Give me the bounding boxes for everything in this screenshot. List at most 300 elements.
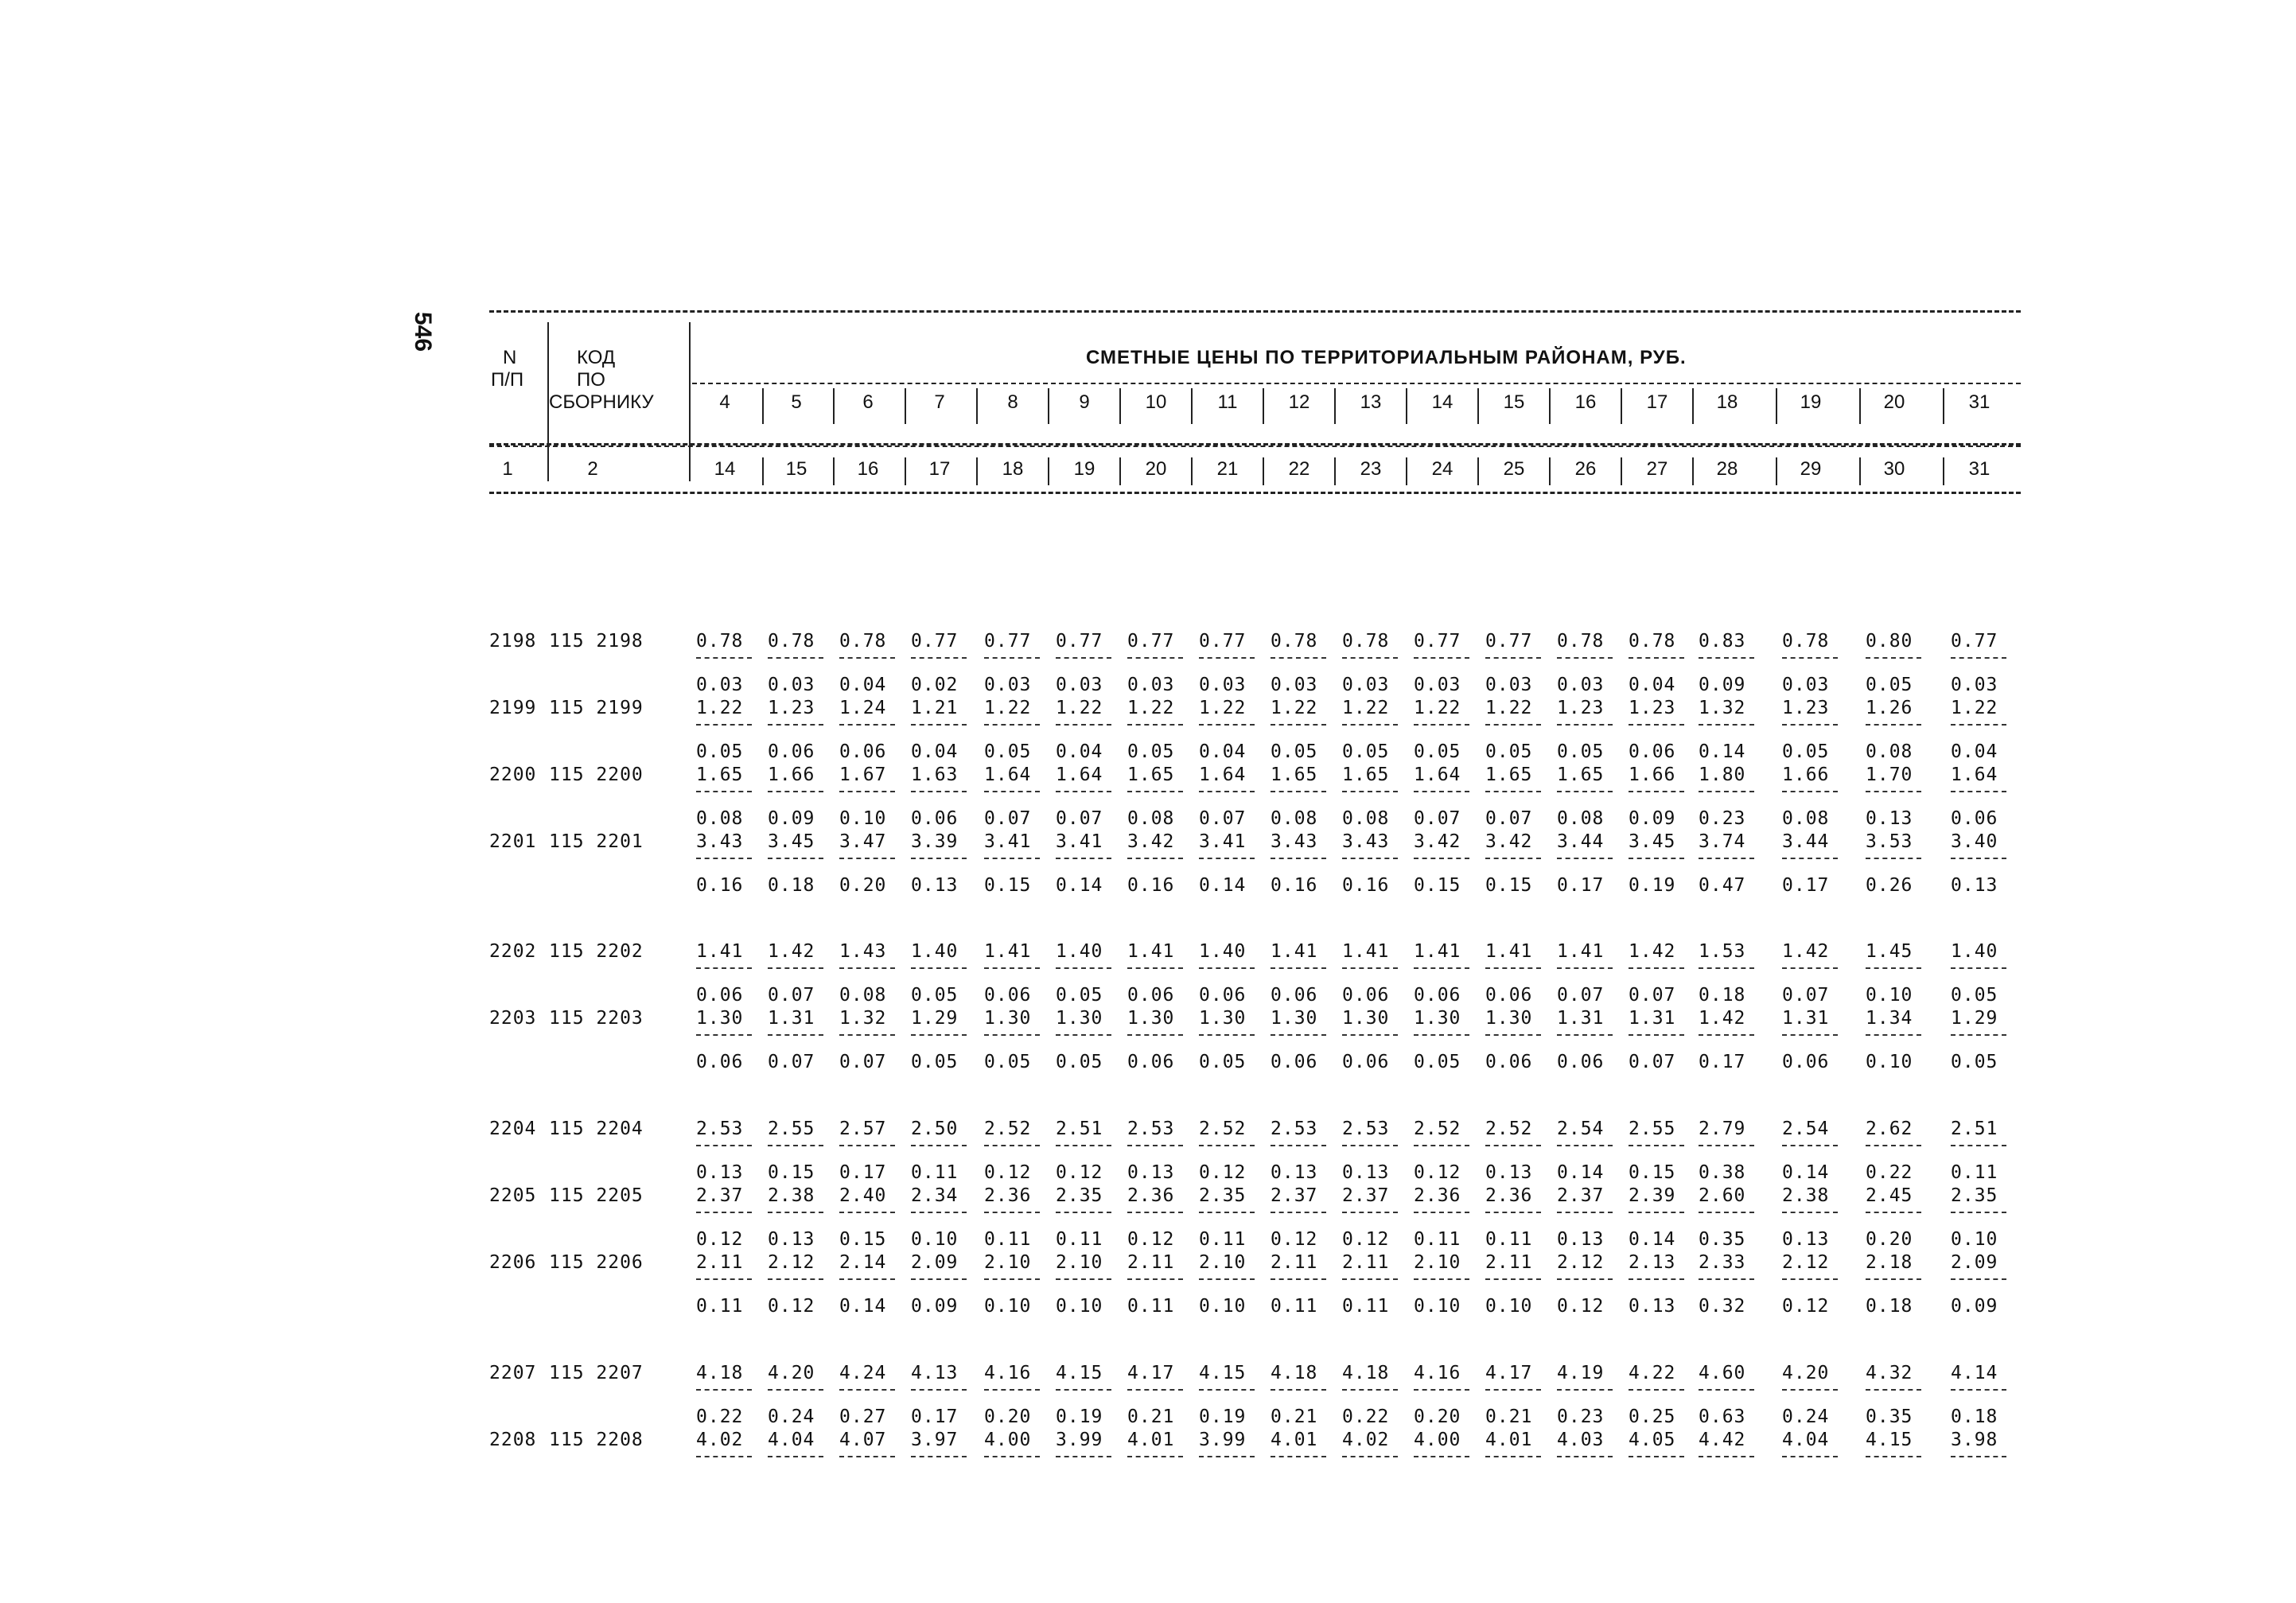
price-total: 1.41 (1485, 941, 1533, 962)
fraction-bar (1342, 967, 1398, 969)
column-divider (1334, 388, 1336, 424)
price-total: 1.29 (1951, 1008, 1998, 1029)
price-total: 2.11 (1485, 1252, 1533, 1273)
price-total: 2.14 (839, 1252, 887, 1273)
price-total: 3.44 (1782, 831, 1830, 852)
price-wage: 0.05 (1485, 741, 1533, 762)
price-wage: 0.11 (1342, 1296, 1390, 1317)
fraction-bar (839, 1456, 895, 1457)
fraction-bar (768, 657, 823, 659)
header-district: 7 (934, 391, 945, 413)
price-wage: 0.07 (1485, 808, 1533, 829)
price-total: 1.66 (1782, 765, 1830, 785)
column-divider (762, 457, 764, 485)
column-divider (1692, 388, 1694, 424)
price-wage: 0.03 (1342, 675, 1390, 695)
fraction-bar (1271, 1034, 1326, 1036)
price-wage: 0.08 (696, 808, 744, 829)
price-total: 3.47 (839, 831, 887, 852)
column-divider (1621, 457, 1622, 485)
price-wage: 0.06 (911, 808, 959, 829)
fraction-bar (1199, 1389, 1255, 1391)
fraction-bar (1342, 1389, 1398, 1391)
price-wage: 0.07 (984, 808, 1032, 829)
fraction-bar (1271, 724, 1326, 726)
price-wage: 0.20 (839, 875, 887, 896)
price-total: 1.64 (1056, 765, 1103, 785)
price-wage: 0.06 (768, 741, 815, 762)
column-divider (1119, 388, 1121, 424)
column-divider (1477, 457, 1479, 485)
price-total: 1.30 (696, 1008, 744, 1029)
fraction-bar (1485, 1034, 1541, 1036)
price-wage: 0.20 (984, 1407, 1032, 1427)
price-total: 4.42 (1699, 1430, 1746, 1450)
price-wage: 0.15 (839, 1229, 887, 1250)
fraction-bar (911, 1034, 967, 1036)
price-total: 2.40 (839, 1185, 887, 1206)
fraction-bar (1271, 1456, 1326, 1457)
price-wage: 0.05 (911, 985, 959, 1006)
price-total: 0.78 (696, 631, 744, 652)
fraction-bar (1485, 1278, 1541, 1280)
price-wage: 0.05 (1866, 675, 1913, 695)
header-district: 14 (1431, 391, 1453, 413)
price-wage: 0.13 (1951, 875, 1998, 896)
price-wage: 0.05 (1056, 1052, 1103, 1072)
price-wage: 0.15 (1629, 1162, 1676, 1183)
column-divider (1549, 388, 1551, 424)
header-group-title: СМЕТНЫЕ ЦЕНЫ ПО ТЕРРИТОРИАЛЬНЫМ РАЙОНАМ, РУБ. (1086, 347, 1687, 368)
fraction-bar (1056, 1212, 1111, 1213)
price-wage: 0.06 (1271, 985, 1318, 1006)
fraction-bar (768, 967, 823, 969)
fraction-bar (1056, 657, 1111, 659)
header-col-number: 28 (1716, 458, 1738, 480)
price-total: 3.42 (1127, 831, 1175, 852)
fraction-bar (1414, 724, 1469, 726)
price-wage: 0.14 (1782, 1162, 1830, 1183)
price-total: 4.18 (696, 1363, 744, 1383)
price-total: 2.10 (984, 1252, 1032, 1273)
price-wage: 0.03 (1414, 675, 1461, 695)
price-total: 2.11 (696, 1252, 744, 1273)
price-total: 0.78 (1342, 631, 1390, 652)
price-wage: 0.07 (1414, 808, 1461, 829)
price-total: 2.37 (1342, 1185, 1390, 1206)
fraction-bar (1342, 1278, 1398, 1280)
price-wage: 0.25 (1629, 1407, 1676, 1427)
fraction-bar (984, 1278, 1040, 1280)
price-wage: 0.03 (1485, 675, 1533, 695)
header-district: 13 (1360, 391, 1382, 413)
price-wage: 0.04 (1056, 741, 1103, 762)
fraction-bar (1782, 791, 1838, 792)
fraction-bar (1485, 657, 1541, 659)
price-total: 2.39 (1629, 1185, 1676, 1206)
column-divider (976, 457, 978, 485)
price-wage: 0.12 (1342, 1229, 1390, 1250)
price-total: 2.09 (1951, 1252, 1998, 1273)
price-total: 0.78 (1271, 631, 1318, 652)
price-total: 0.80 (1866, 631, 1913, 652)
fraction-bar (1557, 1456, 1613, 1457)
column-divider (1119, 457, 1121, 485)
price-total: 1.41 (984, 941, 1032, 962)
fraction-bar (839, 1212, 895, 1213)
price-total: 2.12 (768, 1252, 815, 1273)
price-wage: 0.05 (1951, 1052, 1998, 1072)
price-wage: 0.07 (1199, 808, 1247, 829)
price-total: 1.42 (768, 941, 815, 962)
price-wage: 0.03 (1951, 675, 1998, 695)
price-total: 2.18 (1866, 1252, 1913, 1273)
price-total: 0.78 (1629, 631, 1676, 652)
price-wage: 0.12 (1782, 1296, 1830, 1317)
column-divider (1048, 457, 1049, 485)
price-wage: 0.63 (1699, 1407, 1746, 1427)
price-wage: 0.18 (1951, 1407, 1998, 1427)
fraction-bar (1699, 1212, 1754, 1213)
header-col-number: 26 (1574, 458, 1597, 480)
fraction-bar (1782, 1212, 1838, 1213)
price-total: 4.19 (1557, 1363, 1605, 1383)
header-col-code: КОД (577, 347, 616, 368)
price-wage: 0.21 (1127, 1407, 1175, 1427)
price-total: 4.01 (1127, 1430, 1175, 1450)
fraction-bar (984, 1034, 1040, 1036)
price-wage: 0.16 (1271, 875, 1318, 896)
fraction-bar (1951, 858, 2006, 859)
fraction-bar (1127, 791, 1183, 792)
price-total: 2.35 (1199, 1185, 1247, 1206)
column-divider (1621, 388, 1622, 424)
fraction-bar (911, 967, 967, 969)
fraction-bar (1485, 1389, 1541, 1391)
price-wage: 0.06 (1342, 1052, 1390, 1072)
fraction-bar (1199, 967, 1255, 969)
price-wage: 0.17 (839, 1162, 887, 1183)
price-total: 1.30 (1056, 1008, 1103, 1029)
fraction-bar (1629, 724, 1684, 726)
fraction-bar (984, 657, 1040, 659)
price-wage: 0.05 (1199, 1052, 1247, 1072)
price-wage: 0.24 (1782, 1407, 1830, 1427)
fraction-bar (839, 724, 895, 726)
fraction-bar (1782, 724, 1838, 726)
price-wage: 0.17 (1782, 875, 1830, 896)
price-wage: 0.11 (911, 1162, 959, 1183)
price-total: 0.77 (1414, 631, 1461, 652)
price-wage: 0.23 (1699, 808, 1746, 829)
fraction-bar (1414, 1278, 1469, 1280)
header-rule (489, 492, 2021, 494)
row-number: 2201 (489, 831, 537, 852)
price-wage: 0.13 (1342, 1162, 1390, 1183)
price-wage: 0.15 (768, 1162, 815, 1183)
price-wage: 0.06 (1199, 985, 1247, 1006)
column-divider (833, 388, 835, 424)
fraction-bar (768, 1145, 823, 1146)
header-rule (489, 310, 2021, 313)
header-col-number: 21 (1216, 458, 1239, 480)
fraction-bar (1342, 791, 1398, 792)
fraction-bar (1699, 1278, 1754, 1280)
column-divider (1477, 388, 1479, 424)
price-total: 1.43 (839, 941, 887, 962)
column-divider (1859, 388, 1861, 424)
price-wage: 0.19 (1056, 1407, 1103, 1427)
fraction-bar (1629, 791, 1684, 792)
fraction-bar (1199, 858, 1255, 859)
price-wage: 0.09 (1951, 1296, 1998, 1317)
row-number: 2198 (489, 631, 537, 652)
column-divider (1943, 457, 1944, 485)
fraction-bar (1342, 1034, 1398, 1036)
fraction-bar (1557, 858, 1613, 859)
price-total: 1.42 (1782, 941, 1830, 962)
price-total: 2.62 (1866, 1119, 1913, 1139)
header-col-number: 27 (1646, 458, 1668, 480)
price-total: 2.50 (911, 1119, 959, 1139)
price-total: 1.22 (696, 698, 744, 718)
price-total: 1.29 (911, 1008, 959, 1029)
fraction-bar (1414, 1456, 1469, 1457)
price-wage: 0.08 (1782, 808, 1830, 829)
price-total: 2.11 (1127, 1252, 1175, 1273)
fraction-bar (1271, 967, 1326, 969)
price-total: 1.63 (911, 765, 959, 785)
fraction-bar (1866, 1034, 1921, 1036)
header-col-np: N (503, 347, 517, 368)
price-total: 1.23 (1557, 698, 1605, 718)
price-total: 2.37 (1271, 1185, 1318, 1206)
price-total: 1.65 (1271, 765, 1318, 785)
price-wage: 0.06 (839, 741, 887, 762)
price-total: 2.79 (1699, 1119, 1746, 1139)
price-wage: 0.12 (1199, 1162, 1247, 1183)
price-total: 1.65 (1342, 765, 1390, 785)
fraction-bar (1271, 1278, 1326, 1280)
price-total: 2.10 (1414, 1252, 1461, 1273)
fraction-bar (1414, 967, 1469, 969)
price-total: 1.41 (1557, 941, 1605, 962)
price-wage: 0.14 (1699, 741, 1746, 762)
price-wage: 0.13 (1629, 1296, 1676, 1317)
price-wage: 0.16 (1342, 875, 1390, 896)
price-wage: 0.10 (1414, 1296, 1461, 1317)
fraction-bar (911, 1145, 967, 1146)
price-total: 1.40 (911, 941, 959, 962)
price-wage: 0.03 (984, 675, 1032, 695)
header-col-number: 20 (1145, 458, 1167, 480)
price-wage: 0.05 (1271, 741, 1318, 762)
price-total: 2.37 (696, 1185, 744, 1206)
fraction-bar (1782, 1456, 1838, 1457)
header-col-number: 2 (587, 458, 598, 480)
price-total: 2.60 (1699, 1185, 1746, 1206)
price-total: 2.52 (1485, 1119, 1533, 1139)
fraction-bar (1699, 1145, 1754, 1146)
header-subrule (489, 445, 2021, 447)
price-wage: 0.03 (1271, 675, 1318, 695)
fraction-bar (1271, 1389, 1326, 1391)
price-total: 3.42 (1485, 831, 1533, 852)
price-total: 2.36 (1414, 1185, 1461, 1206)
fraction-bar (1271, 791, 1326, 792)
price-wage: 0.10 (1056, 1296, 1103, 1317)
price-wage: 0.06 (1127, 985, 1175, 1006)
price-wage: 0.10 (839, 808, 887, 829)
price-total: 3.41 (1199, 831, 1247, 852)
price-total: 2.53 (1127, 1119, 1175, 1139)
price-total: 2.53 (1271, 1119, 1318, 1139)
fraction-bar (696, 1389, 752, 1391)
header-district: 15 (1503, 391, 1525, 413)
fraction-bar (1782, 1278, 1838, 1280)
price-total: 3.41 (984, 831, 1032, 852)
fraction-bar (696, 724, 752, 726)
price-total: 4.24 (839, 1363, 887, 1383)
fraction-bar (1782, 1145, 1838, 1146)
price-total: 2.37 (1557, 1185, 1605, 1206)
column-divider (1334, 457, 1336, 485)
price-wage: 0.09 (1699, 675, 1746, 695)
price-wage: 0.05 (1951, 985, 1998, 1006)
fraction-bar (1485, 1456, 1541, 1457)
price-total: 1.64 (1951, 765, 1998, 785)
row-code: 115 2207 (549, 1363, 644, 1383)
column-divider (1191, 388, 1193, 424)
price-total: 0.77 (1199, 631, 1247, 652)
price-total: 0.78 (1782, 631, 1830, 652)
row-number: 2207 (489, 1363, 537, 1383)
price-total: 2.10 (1056, 1252, 1103, 1273)
column-divider (762, 388, 764, 424)
row-number: 2203 (489, 1008, 537, 1029)
fraction-bar (911, 1212, 967, 1213)
price-total: 3.97 (911, 1430, 959, 1450)
price-total: 1.31 (1629, 1008, 1676, 1029)
price-wage: 0.03 (1056, 675, 1103, 695)
price-wage: 0.12 (1056, 1162, 1103, 1183)
price-total: 1.70 (1866, 765, 1913, 785)
price-total: 3.99 (1199, 1430, 1247, 1450)
row-code: 115 2199 (549, 698, 644, 718)
price-wage: 0.21 (1485, 1407, 1533, 1427)
header-col-number: 17 (928, 458, 951, 480)
fraction-bar (984, 1389, 1040, 1391)
fraction-bar (768, 791, 823, 792)
fraction-bar (911, 657, 967, 659)
price-wage: 0.04 (1951, 741, 1998, 762)
price-total: 1.42 (1629, 941, 1676, 962)
price-total: 1.40 (1199, 941, 1247, 962)
fraction-bar (1782, 1389, 1838, 1391)
price-total: 3.39 (911, 831, 959, 852)
fraction-bar (768, 724, 823, 726)
fraction-bar (1782, 967, 1838, 969)
fraction-bar (1342, 858, 1398, 859)
price-wage: 0.06 (696, 1052, 744, 1072)
fraction-bar (1414, 791, 1469, 792)
price-wage: 0.06 (1951, 808, 1998, 829)
fraction-bar (1056, 967, 1111, 969)
price-total: 4.14 (1951, 1363, 1998, 1383)
header-district: 19 (1800, 391, 1822, 413)
price-total: 2.54 (1782, 1119, 1830, 1139)
fraction-bar (1951, 724, 2006, 726)
fraction-bar (1127, 858, 1183, 859)
price-wage: 0.13 (1782, 1229, 1830, 1250)
price-wage: 0.13 (1127, 1162, 1175, 1183)
price-wage: 0.17 (1699, 1052, 1746, 1072)
price-wage: 0.08 (1127, 808, 1175, 829)
fraction-bar (696, 1212, 752, 1213)
fraction-bar (768, 1456, 823, 1457)
price-total: 3.43 (1271, 831, 1318, 852)
price-total: 2.38 (1782, 1185, 1830, 1206)
price-wage: 0.11 (1199, 1229, 1247, 1250)
price-total: 4.02 (1342, 1430, 1390, 1450)
fraction-bar (1782, 1034, 1838, 1036)
price-wage: 0.07 (1629, 1052, 1676, 1072)
price-wage: 0.08 (839, 985, 887, 1006)
page-number: 546 (410, 312, 436, 352)
price-wage: 0.10 (1866, 985, 1913, 1006)
fraction-bar (696, 657, 752, 659)
fraction-bar (1485, 1145, 1541, 1146)
price-total: 1.45 (1866, 941, 1913, 962)
header-col-number: 29 (1800, 458, 1822, 480)
fraction-bar (839, 791, 895, 792)
price-wage: 0.05 (984, 741, 1032, 762)
fraction-bar (1629, 858, 1684, 859)
price-total: 1.30 (1485, 1008, 1533, 1029)
price-total: 2.09 (911, 1252, 959, 1273)
fraction-bar (1629, 1145, 1684, 1146)
price-wage: 0.09 (768, 808, 815, 829)
price-wage: 0.08 (1342, 808, 1390, 829)
price-total: 4.16 (984, 1363, 1032, 1383)
price-wage: 0.06 (1782, 1052, 1830, 1072)
price-wage: 0.03 (1199, 675, 1247, 695)
header-district: 16 (1574, 391, 1597, 413)
price-total: 1.22 (984, 698, 1032, 718)
fraction-bar (768, 858, 823, 859)
fraction-bar (1629, 1212, 1684, 1213)
row-code: 115 2202 (549, 941, 644, 962)
price-total: 4.13 (911, 1363, 959, 1383)
fraction-bar (1485, 724, 1541, 726)
price-wage: 0.11 (1414, 1229, 1461, 1250)
price-wage: 0.09 (911, 1296, 959, 1317)
row-code: 115 2204 (549, 1119, 644, 1139)
price-wage: 0.06 (1557, 1052, 1605, 1072)
fraction-bar (1414, 1034, 1469, 1036)
fraction-bar (1629, 1389, 1684, 1391)
price-wage: 0.07 (768, 985, 815, 1006)
fraction-bar (1699, 1456, 1754, 1457)
fraction-bar (1951, 791, 2006, 792)
price-total: 1.67 (839, 765, 887, 785)
column-divider (1406, 388, 1407, 424)
price-total: 4.15 (1866, 1430, 1913, 1450)
price-total: 2.53 (1342, 1119, 1390, 1139)
price-wage: 0.05 (1056, 985, 1103, 1006)
price-total: 0.77 (1056, 631, 1103, 652)
fraction-bar (696, 1034, 752, 1036)
